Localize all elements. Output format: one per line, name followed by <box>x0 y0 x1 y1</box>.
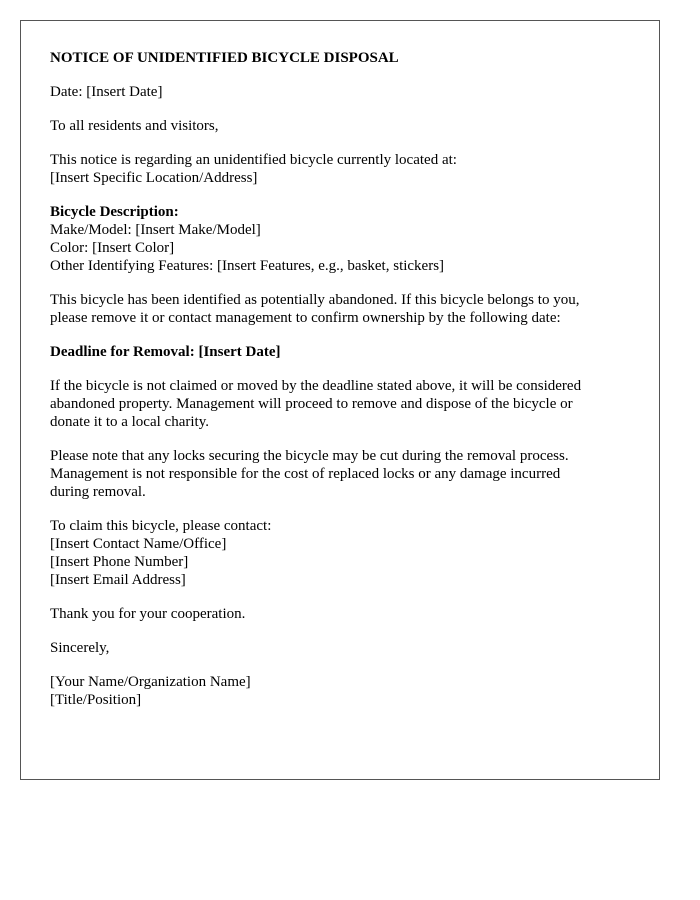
color-line: Color: [Insert Color] <box>50 240 175 256</box>
greeting: To all residents and visitors, <box>50 118 219 134</box>
disposal-line: If the bicycle is not claimed or moved by the deadline stated above, it will be considered <box>50 378 582 394</box>
signature-name: [Your Name/Organization Name] <box>50 674 251 690</box>
notice-content <box>50 49 640 725</box>
contact-intro: To claim this bicycle, please contact: <box>50 518 272 534</box>
thanks-line: Thank you for your cooperation. <box>50 606 246 622</box>
locks-line: Management is not responsible for the cost of replaced locks or any damage incurred <box>50 466 561 482</box>
location-placeholder: [Insert Specific Location/Address] <box>50 170 258 186</box>
date-line: Date: [Insert Date] <box>50 84 163 100</box>
signature-block <box>50 673 640 709</box>
contact-phone: [Insert Phone Number] <box>50 554 189 570</box>
locks-paragraph <box>50 447 640 501</box>
abandoned-paragraph <box>50 291 640 327</box>
abandoned-line: This bicycle has been identified as potentially abandoned. If this bicycle belongs to you, <box>50 292 580 308</box>
notice-page <box>20 20 660 780</box>
notice-title: NOTICE OF UNIDENTIFIED BICYCLE DISPOSAL <box>50 50 399 66</box>
contact-email: [Insert Email Address] <box>50 572 186 588</box>
disposal-line: abandoned property. Management will proceed to remove and dispose of the bicycle or <box>50 396 573 412</box>
disposal-paragraph <box>50 377 640 431</box>
features-line: Other Identifying Features: [Insert Features, e.g., basket, stickers] <box>50 258 445 274</box>
make-model-line: Make/Model: [Insert Make/Model] <box>50 222 261 238</box>
closing-line: Sincerely, <box>50 640 110 656</box>
description-heading: Bicycle Description: <box>50 204 179 220</box>
intro-line: This notice is regarding an unidentified bicycle currently located at: <box>50 152 457 168</box>
abandoned-line: please remove it or contact management to confirm ownership by the following date: <box>50 310 561 326</box>
locks-line: during removal. <box>50 484 146 500</box>
disposal-line: donate it to a local charity. <box>50 414 209 430</box>
bicycle-description <box>50 203 640 275</box>
intro-paragraph <box>50 151 640 187</box>
contact-paragraph <box>50 517 640 589</box>
locks-line: Please note that any locks securing the bicycle may be cut during the removal process. <box>50 448 569 464</box>
signature-title: [Title/Position] <box>50 692 142 708</box>
deadline-line: Deadline for Removal: [Insert Date] <box>50 344 281 360</box>
contact-name: [Insert Contact Name/Office] <box>50 536 227 552</box>
